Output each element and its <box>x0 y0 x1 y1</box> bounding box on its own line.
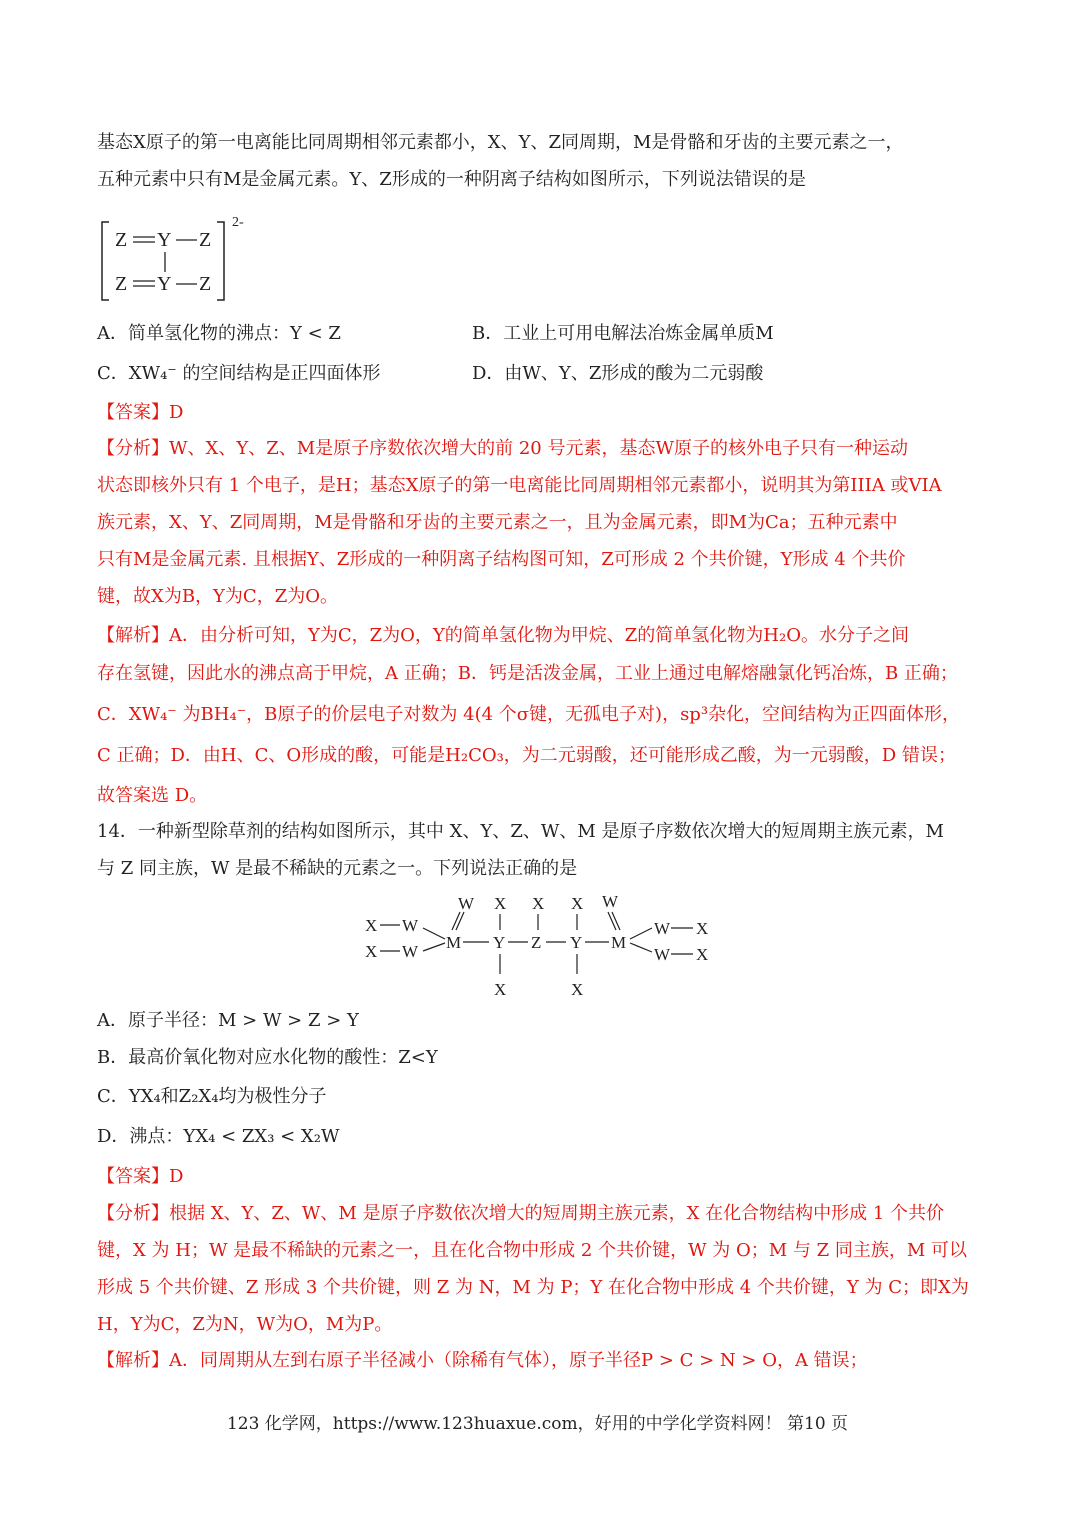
q13-charge: 2- <box>232 215 244 230</box>
q13-option-b: B．工业上可用电解法冶炼金属单质M <box>472 323 774 344</box>
q14-chain-y2: Y <box>570 933 583 952</box>
q14-right-x2: X <box>696 945 709 964</box>
q14-analysis-line-3: 形成 5 个共价键、Z 形成 3 个共价键，则 Z 为 N，M 为 P；Y 在化合物中形成 4 个共价键，Y 为 C；即X为 <box>97 1277 969 1298</box>
q13-answer: 【答案】D <box>97 402 184 423</box>
q13-analysis-line-4: 只有M是金属元素. 且根据Y、Z形成的一种阴离子结构图可知，Z可形成 2 个共价键，Y形成 4 个共价 <box>97 549 906 570</box>
q14-answer: 【答案】D <box>97 1166 184 1187</box>
q14-left-x1: X <box>365 916 378 935</box>
q14-solution-line-1: 【解析】A．同周期从左到右原子半径减小（除稀有气体），原子半径P > C > N > O，A 错误； <box>97 1350 868 1371</box>
q13-option-c: C．XW₄⁻ 的空间结构是正四面体形 <box>97 363 381 384</box>
q13-solution-line-3: C．XW₄⁻ 为BH₄⁻，B原子的价层电子对数为 4(4 个σ键，无孤电子对)，sp³杂化，空间结构为正四面体形， <box>97 704 961 725</box>
q13-stem-line-1: 基态X原子的第一电离能比同周期相邻元素都小，X、Y、Z同周期，M是骨骼和牙齿的主要元素之一， <box>97 132 904 153</box>
q13-atom-z4: Z <box>199 273 212 295</box>
q13-option-d: D．由W、Y、Z形成的酸为二元弱酸 <box>472 363 764 384</box>
q14-option-c: C．YX₄和Z₂X₄均为极性分子 <box>97 1086 327 1107</box>
q13-analysis-line-2: 状态即核外只有 1 个电子，是H；基态X原子的第一电离能比同周期相邻元素都小，说明其为第IIIA 或VIA <box>97 475 942 496</box>
q13-analysis-line-1: 【分析】W、X、Y、Z、M是原子序数依次增大的前 20 号元素，基态W原子的核外电子只有一种运动 <box>97 438 908 459</box>
q13-analysis-line-5: 键，故X为B，Y为C，Z为O。 <box>97 586 338 607</box>
q14-right-w1: W <box>654 919 671 938</box>
q14-left-w1: W <box>402 916 419 935</box>
q14-chain-m2: M <box>611 933 627 952</box>
q13-solution-line-4: C 正确；D．由H、C、O形成的酸，可能是H₂CO₃，为二元弱酸，还可能形成乙酸，为一元弱酸，D 错误； <box>97 745 956 766</box>
q14-analysis-line-1: 【分析】根据 X、Y、Z、W、M 是原子序数依次增大的短周期主族元素，X 在化合物结构中形成 1 个共价 <box>97 1203 945 1224</box>
q14-analysis-line-2: 键，X 为 H；W 是最不稀缺的元素之一，且在化合物中形成 2 个共价键，W 为 O；M 与 Z 同主族，M 可以 <box>97 1240 968 1261</box>
q13-solution-line-2: 存在氢键，因此水的沸点高于甲烷，A 正确；B．钙是活泼金属，工业上通过电解熔融氯化钙冶炼，B 正确； <box>97 663 958 684</box>
q13-solution-line-1: 【解析】A．由分析可知，Y为C，Z为O，Y的简单氢化物为甲烷、Z的简单氢化物为H₂O。水分子之间 <box>97 625 909 646</box>
q14-chain-z: Z <box>531 933 542 952</box>
q14-right-x1: X <box>696 919 709 938</box>
q14-left-w2: W <box>402 942 419 961</box>
q13-atom-y1: Y <box>157 229 172 251</box>
q14-top-x1: X <box>494 894 507 913</box>
q13-analysis-line-3: 族元素，X、Y、Z同周期，M是骨骼和牙齿的主要元素之一，且为金属元素，即M为Ca；五种元素中 <box>97 512 898 533</box>
q14-top-w2: W <box>602 892 619 911</box>
q13-atom-y2: Y <box>157 273 172 295</box>
q13-stem-line-2: 五种元素中只有M是金属元素。Y、Z形成的一种阴离子结构如图所示，下列说法错误的是 <box>97 169 806 190</box>
q14-left-x2: X <box>365 942 378 961</box>
q14-herbicide-structure-figure <box>360 888 720 1003</box>
q13-atom-z1: Z <box>115 229 128 251</box>
q14-top-x2: X <box>532 894 545 913</box>
q14-option-b: B．最高价氧化物对应水化物的酸性：Z<Y <box>97 1047 438 1068</box>
q14-bottom-x2: X <box>571 980 584 999</box>
q14-chain-m1: M <box>446 933 462 952</box>
q14-analysis-line-4: H，Y为C，Z为N，W为O，M为P。 <box>97 1314 393 1335</box>
q14-bottom-x1: X <box>494 980 507 999</box>
q13-atom-z2: Z <box>199 229 212 251</box>
q14-stem-line-1: 14．一种新型除草剂的结构如图所示，其中 X、Y、Z、W、M 是原子序数依次增大的短周期主族元素，M <box>97 821 944 842</box>
q14-top-w1: W <box>458 894 475 913</box>
q13-solution-line-5: 故答案选 D。 <box>97 785 208 806</box>
q14-right-w2: W <box>654 945 671 964</box>
q13-option-a: A．简单氢化物的沸点：Y < Z <box>97 323 341 344</box>
q14-chain-y1: Y <box>493 933 506 952</box>
page-footer: 123 化学网，https://www.123huaxue.com，好用的中学化学资料网！ 第10 页 <box>226 1414 849 1434</box>
q14-option-a: A．原子半径：M > W > Z > Y <box>97 1010 359 1031</box>
q14-option-d: D．沸点：YX₄ < ZX₃ < X₂W <box>97 1126 340 1147</box>
q13-atom-z3: Z <box>115 273 128 295</box>
q14-stem-line-2: 与 Z 同主族，W 是最不稀缺的元素之一。下列说法正确的是 <box>97 858 578 879</box>
q13-anion-structure-figure <box>95 212 265 307</box>
q14-top-x3: X <box>571 894 584 913</box>
